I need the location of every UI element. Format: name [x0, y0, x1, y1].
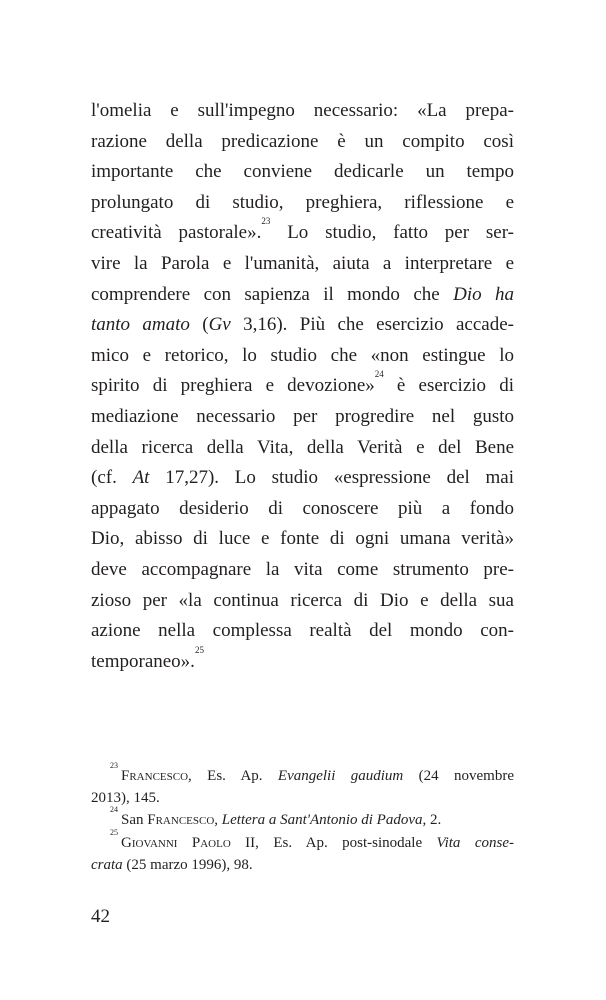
text-run: (cf. — [91, 467, 133, 489]
footnote-ref-23[interactable]: 23 — [261, 216, 271, 227]
author-name: Francesco — [121, 768, 189, 784]
text-run: , 2. — [422, 812, 442, 829]
text-run: temporaneo». — [91, 650, 195, 672]
body-line — [91, 524, 514, 555]
text-run: Lo studio, fatto per ser- — [287, 222, 514, 244]
italic-run: Dio ha — [453, 283, 514, 305]
author-name: Francesco — [147, 812, 215, 829]
text-run: ( — [189, 314, 209, 336]
page-number: 42 — [91, 906, 110, 927]
body-line — [91, 402, 514, 433]
footnote-number: 23 — [110, 761, 118, 770]
text-run: vire la Parola e l'umanità, aiuta a interpretare e — [91, 252, 514, 274]
footnote-line — [91, 827, 514, 854]
text-run: 17,27). Lo studio «espressione del mai — [149, 467, 514, 489]
text-run: comprendere con sapienza il mondo che — [91, 283, 454, 305]
text-run: appagato desiderio di conoscere più a fondo — [91, 497, 514, 519]
body-line — [91, 371, 514, 402]
footnote-number: 25 — [110, 827, 118, 837]
text-run: è esercizio di — [396, 375, 514, 397]
text-run: 3,16). Più che esercizio accade- — [230, 314, 514, 336]
body-line — [91, 188, 514, 219]
body-line — [91, 555, 514, 586]
body-line — [91, 280, 514, 311]
text-run: della ricerca della Vita, della Verità e del Bene — [91, 436, 514, 458]
body-line — [91, 218, 514, 249]
body-line — [91, 616, 514, 647]
text-run: spirito di preghiera e devozione» — [91, 375, 375, 397]
text-run: Dio, abisso di luce e fonte di ogni umana verità» — [91, 528, 514, 550]
italic-run: Gv — [208, 314, 231, 336]
footnote-line — [91, 761, 514, 787]
footnotes — [91, 761, 514, 876]
text-run: razione della predicazione è un compito così — [91, 130, 514, 152]
text-run: azione nella complessa realtà del mondo con- — [91, 620, 514, 642]
work-title: Vita conse- — [436, 834, 514, 851]
body-line — [91, 644, 514, 678]
author-name: Giovanni Paolo — [121, 834, 231, 851]
text-run: deve accompagnare la vita come strumento pre- — [91, 558, 514, 580]
footnote-24 — [91, 805, 514, 831]
text-run: San — [121, 812, 148, 829]
footnote-line — [91, 854, 514, 876]
text-run: (25 marzo 1996), 98. — [122, 856, 253, 873]
italic-run: At — [132, 467, 150, 489]
footnote-ref-25[interactable]: 25 — [194, 644, 204, 655]
text-run: , — [214, 812, 222, 829]
body-line — [91, 127, 514, 158]
work-title: Evangelii gaudium — [277, 768, 404, 784]
body-line — [91, 433, 514, 464]
text-run: importante che conviene dedicarle un tempo — [91, 161, 514, 183]
text-run: prolungato di studio, preghiera, riflessione e — [91, 191, 514, 213]
body-text — [91, 96, 514, 677]
text-run: (24 novembre — [403, 768, 514, 784]
work-title: crata — [91, 856, 123, 873]
footnote-line — [91, 805, 514, 831]
footnote-25 — [91, 827, 514, 876]
body-line — [91, 586, 514, 617]
work-title: Lettera a Sant'Antonio di Padova — [221, 812, 423, 829]
footnote-23 — [91, 761, 514, 809]
body-line — [91, 249, 514, 280]
body-line — [91, 463, 514, 494]
body-line — [91, 310, 514, 341]
text-run: II, Es. Ap. post-sinodale — [230, 834, 437, 851]
text-run: , Es. Ap. — [188, 768, 278, 784]
footnote-number: 24 — [110, 805, 118, 815]
italic-run: tanto amato — [91, 314, 190, 336]
body-line — [91, 157, 514, 188]
footnote-ref-24[interactable]: 24 — [374, 369, 384, 380]
body-line — [91, 96, 514, 127]
text-run: mico e retorico, lo studio che «non estingue lo — [91, 344, 514, 366]
body-line — [91, 341, 514, 372]
text-run: l'omelia e sull'impegno necessario: «La prepa- — [91, 100, 514, 121]
text-run: zioso per «la continua ricerca di Dio e della sua — [91, 589, 514, 611]
text-run: mediazione necessario per progredire nel gusto — [91, 405, 514, 427]
text-run: creatività pastorale». — [91, 222, 262, 244]
footnote-line: 2013), 145. — [91, 790, 160, 807]
body-line — [91, 494, 514, 525]
